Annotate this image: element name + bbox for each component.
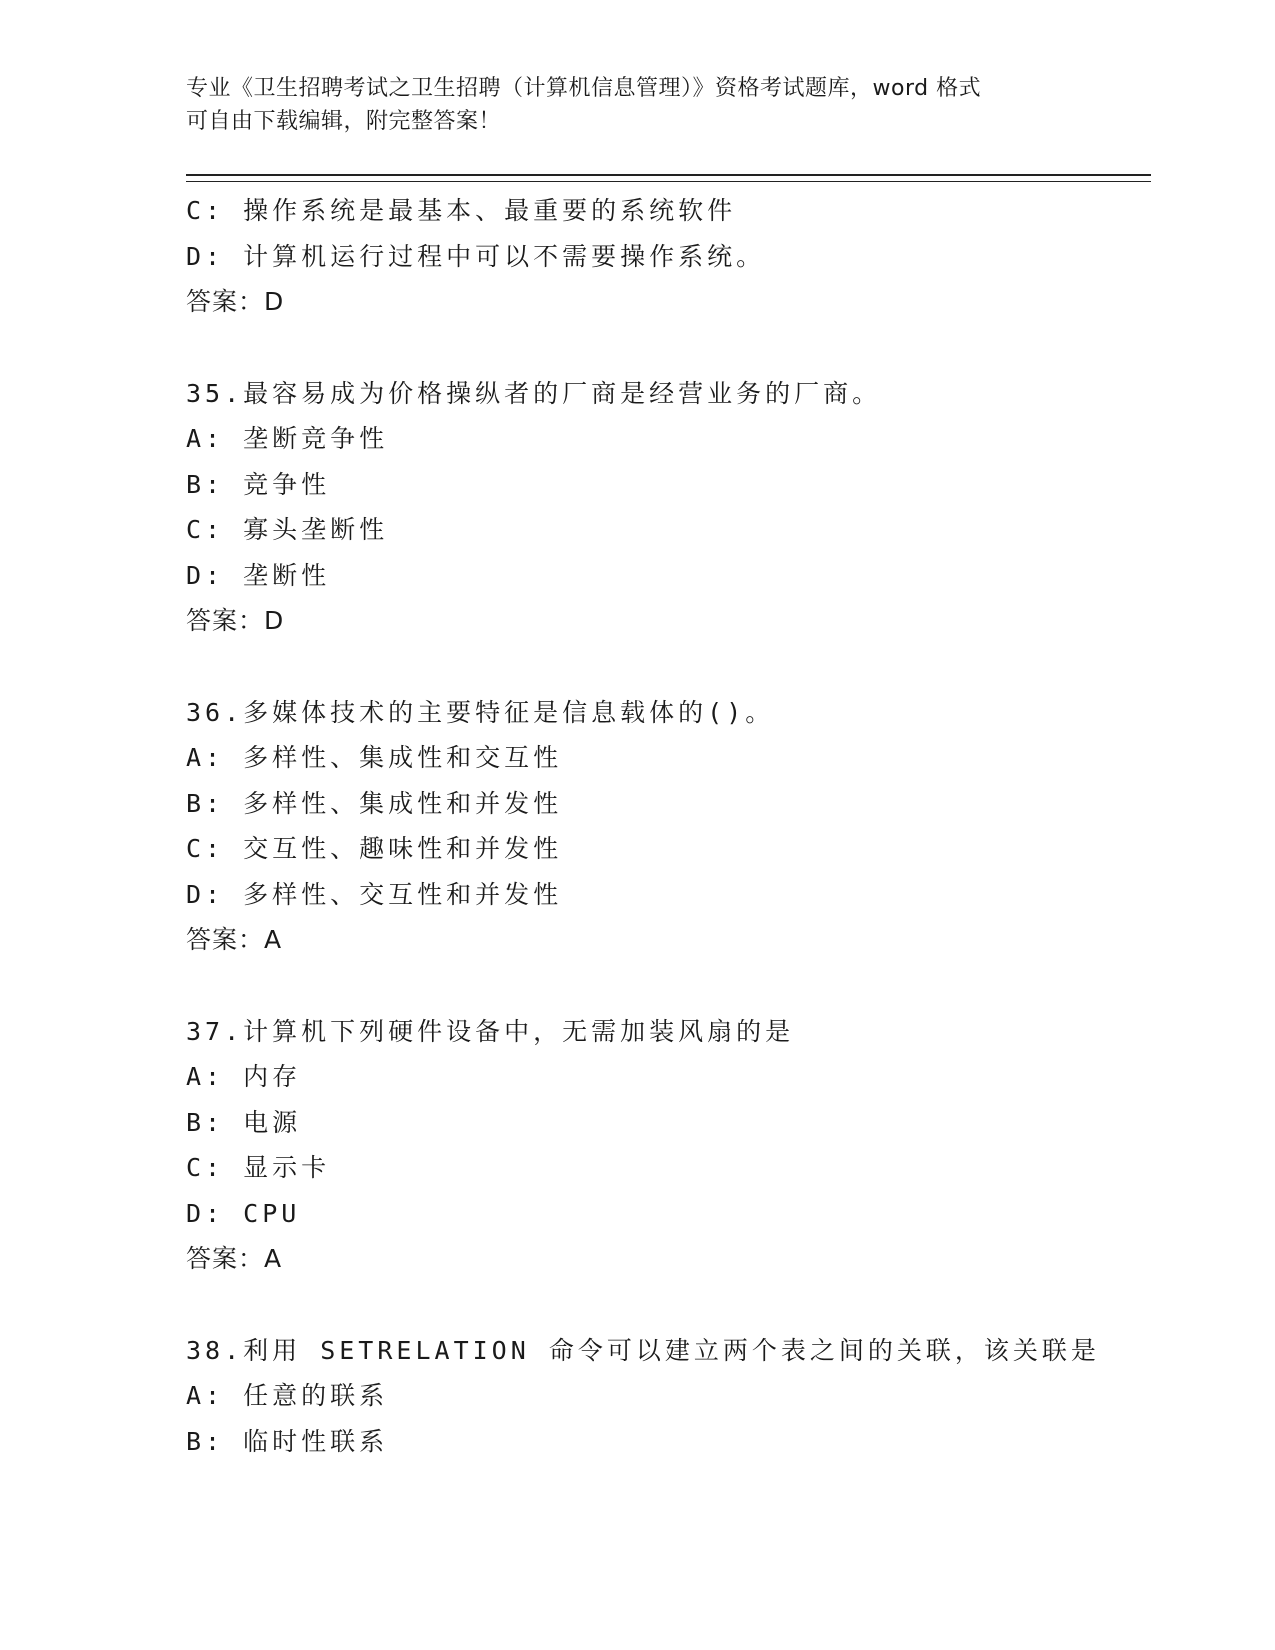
option-b: B: 多样性、集成性和并发性 bbox=[186, 788, 563, 818]
option-d: D: CPU bbox=[186, 1198, 301, 1228]
question-fragment bbox=[186, 188, 1146, 325]
question-list bbox=[186, 188, 1146, 1464]
option-c: C: 寡头垄断性 bbox=[186, 515, 389, 544]
option-c: C: 显示卡 bbox=[186, 1153, 331, 1182]
document-header bbox=[186, 72, 1066, 138]
question-stem: 36.多媒体技术的主要特征是信息载体的()。 bbox=[186, 697, 775, 727]
option-b: B: 临时性联系 bbox=[186, 1426, 389, 1456]
answer-label: 答案：D bbox=[186, 287, 285, 316]
option-d: D: 多样性、交互性和并发性 bbox=[186, 879, 563, 909]
question-35 bbox=[186, 371, 1146, 644]
question-36 bbox=[186, 690, 1146, 963]
answer-label: 答案：D bbox=[186, 606, 285, 635]
option-a: A: 任意的联系 bbox=[186, 1381, 389, 1410]
answer-label: 答案：A bbox=[186, 1244, 283, 1273]
option-a: A: 多样性、集成性和交互性 bbox=[186, 743, 563, 772]
option-c: C: 交互性、趣味性和并发性 bbox=[186, 834, 563, 863]
header-line-1: 专业《卫生招聘考试之卫生招聘（计算机信息管理）》资格考试题库，word 格式 bbox=[186, 76, 982, 101]
question-37 bbox=[186, 1009, 1146, 1282]
option-b: B: 电源 bbox=[186, 1107, 302, 1137]
option-b: B: 竞争性 bbox=[186, 469, 331, 499]
header-line-2: 可自由下载编辑，附完整答案！ bbox=[186, 109, 502, 134]
header-divider-thick bbox=[186, 174, 1151, 176]
question-stem: 37.计算机下列硬件设备中，无需加装风扇的是 bbox=[186, 1016, 795, 1046]
answer-label: 答案：A bbox=[186, 925, 283, 954]
question-38 bbox=[186, 1328, 1146, 1465]
question-stem: 38.利用 SETRELATION 命令可以建立两个表之间的关联，该关联是 bbox=[186, 1335, 1100, 1365]
option-d: D: 计算机运行过程中可以不需要操作系统。 bbox=[186, 241, 766, 271]
option-d: D: 垄断性 bbox=[186, 560, 331, 590]
option-a: A: 内存 bbox=[186, 1062, 302, 1091]
option-c: C: 操作系统是最基本、最重要的系统软件 bbox=[186, 196, 737, 225]
question-stem: 35.最容易成为价格操纵者的厂商是经营业务的厂商。 bbox=[186, 378, 882, 408]
option-a: A: 垄断竞争性 bbox=[186, 424, 389, 453]
header-divider-thin bbox=[186, 181, 1151, 182]
